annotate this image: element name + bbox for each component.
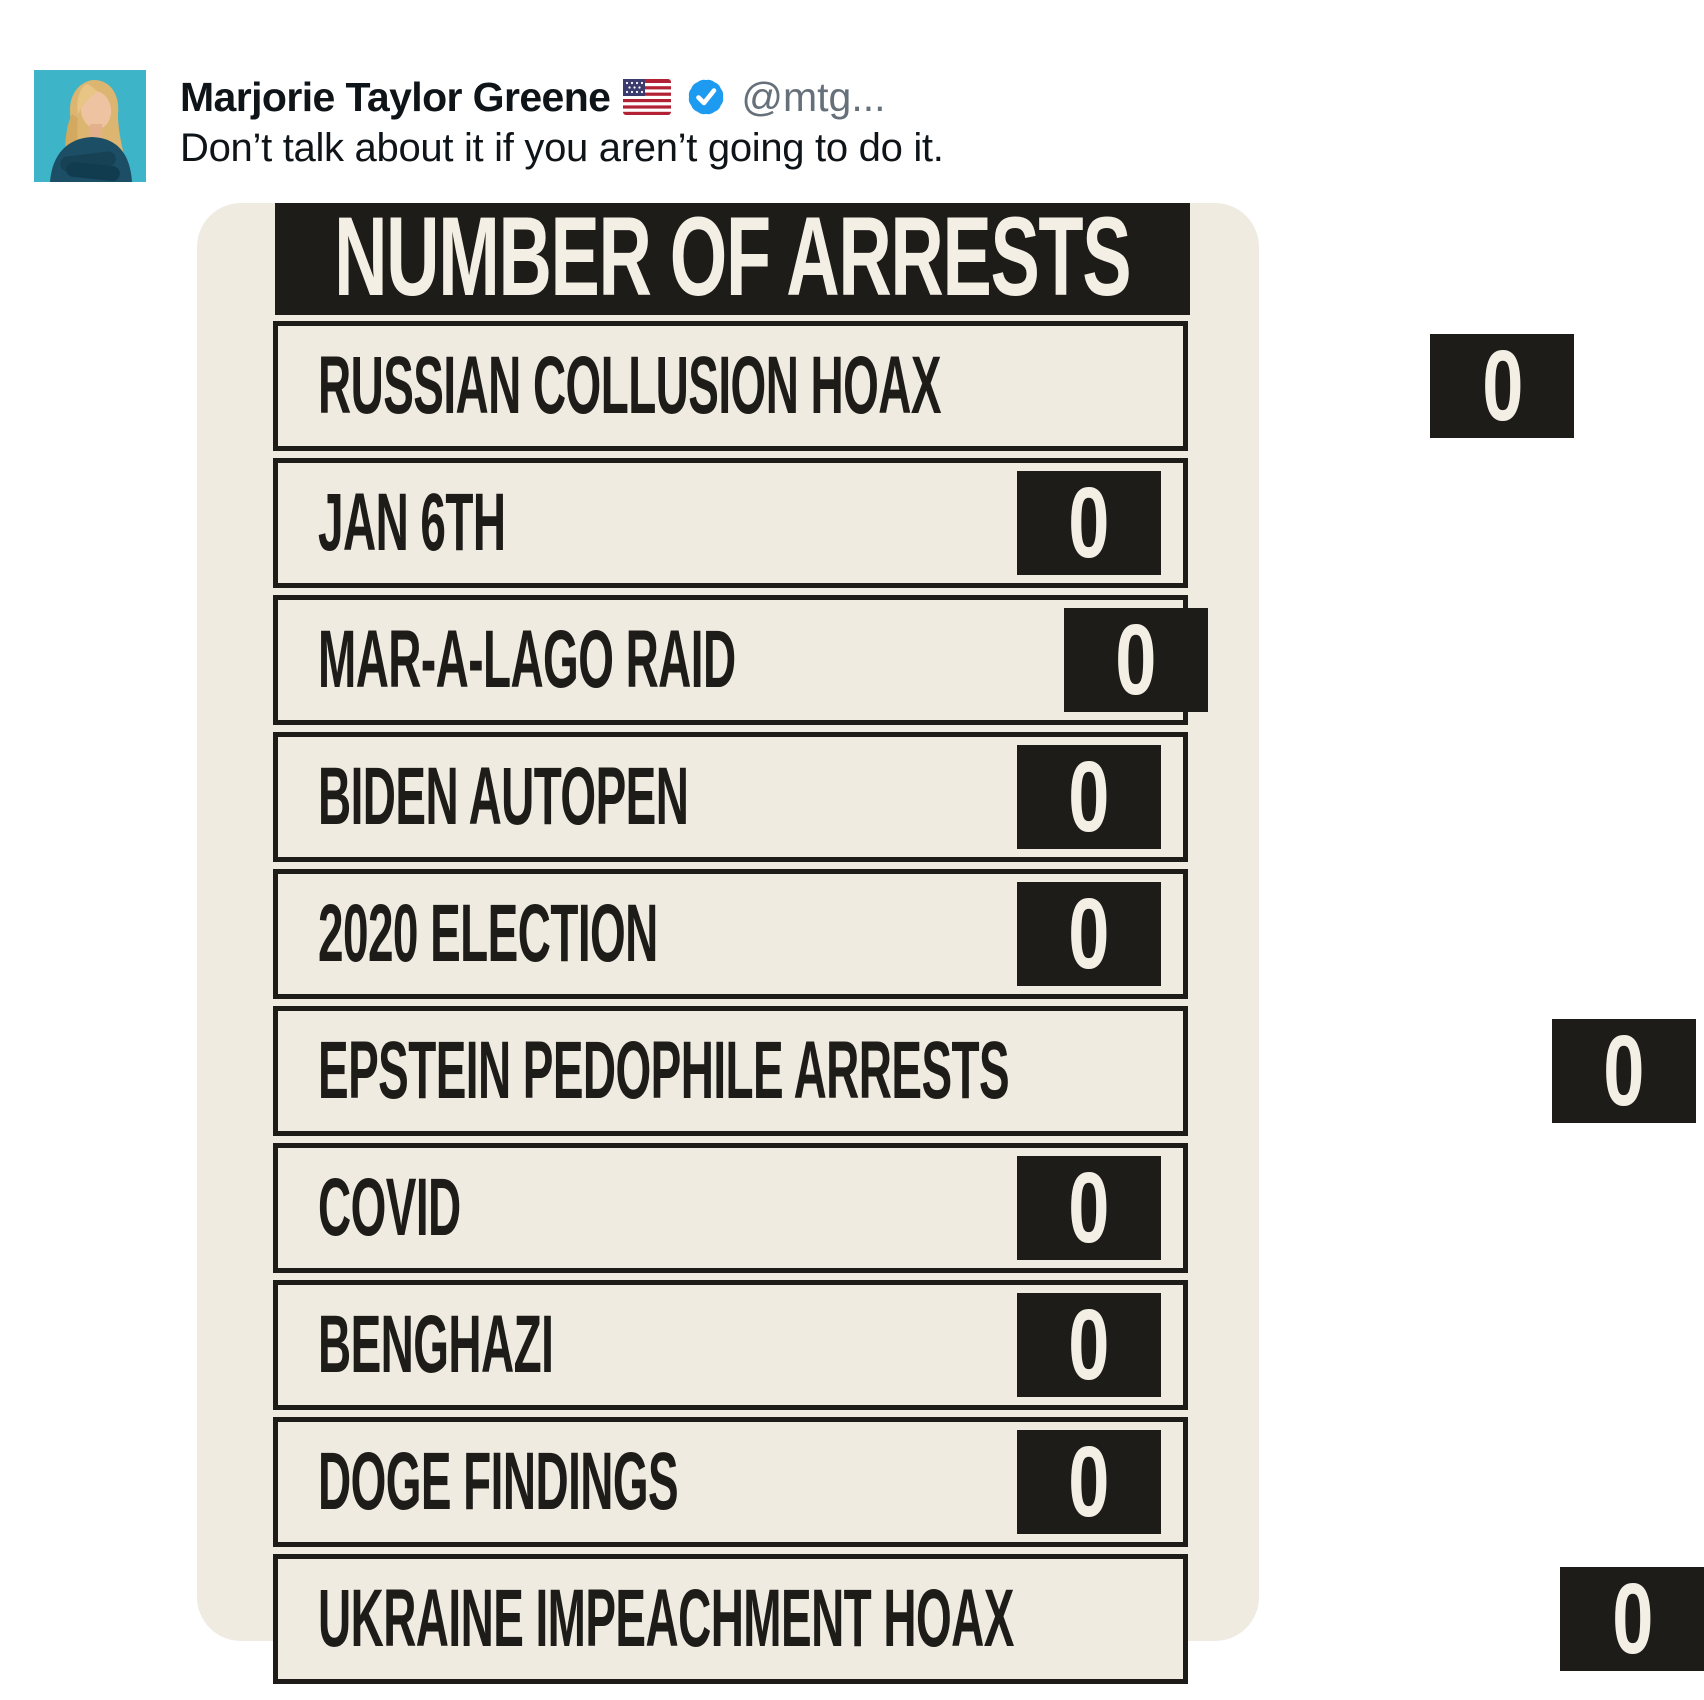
row-value-box — [1430, 330, 1574, 442]
row-value-box — [1017, 467, 1161, 579]
scoreboard-row-biden-autopen — [273, 732, 1188, 862]
us-flag-icon — [623, 79, 671, 115]
scoreboard-row-doge-findings — [273, 1417, 1188, 1547]
row-label: JAN 6TH — [318, 477, 506, 568]
scoreboard-header — [275, 194, 1190, 319]
row-value: 0 — [1481, 330, 1523, 442]
row-value-box — [1017, 878, 1161, 990]
scoreboard-row-russian-collusion — [273, 321, 1523, 451]
row-value-box — [1017, 741, 1161, 853]
row-label: RUSSIAN COLLUSION HOAX — [318, 340, 941, 431]
row-value: 0 — [1611, 1563, 1654, 1675]
scoreboard-title: NUMBER OF ARRESTS — [334, 194, 1131, 319]
tweet-text: Don’t talk about it if you aren’t going to do it. — [180, 126, 944, 170]
author-handle[interactable]: @mtg... — [741, 73, 886, 120]
row-value-box — [1552, 1015, 1696, 1127]
tweet-media-scoreboard[interactable] — [197, 194, 1654, 1675]
row-value-box — [1017, 1289, 1161, 1401]
row-value: 0 — [1068, 741, 1110, 853]
row-value-box — [1064, 604, 1208, 716]
row-value: 0 — [1068, 878, 1110, 990]
scoreboard-row-benghazi — [273, 1280, 1188, 1410]
row-label: MAR-A-LAGO RAID — [318, 614, 736, 705]
row-value-box — [1560, 1563, 1704, 1675]
row-value: 0 — [1603, 1015, 1645, 1127]
row-value-box — [1017, 1152, 1161, 1264]
row-value: 0 — [1115, 604, 1157, 716]
tweet-header-line — [180, 70, 886, 124]
scoreboard-row-covid — [273, 1143, 1188, 1273]
scoreboard-row-jan-6th — [273, 458, 1188, 588]
row-value: 0 — [1068, 1289, 1110, 1401]
row-label: 2020 ELECTION — [318, 888, 658, 979]
row-label: BENGHAZI — [318, 1299, 554, 1390]
row-value: 0 — [1068, 1426, 1110, 1538]
scoreboard-row-ukraine-impeachment — [273, 1554, 1654, 1684]
author-name[interactable]: Marjorie Taylor Greene — [180, 73, 611, 120]
scoreboard-row-epstein — [273, 1006, 1645, 1136]
row-label: EPSTEIN PEDOPHILE ARRESTS — [318, 1025, 1010, 1116]
verified-badge-icon — [684, 75, 728, 119]
row-label: COVID — [318, 1162, 461, 1253]
scoreboard-row-mar-a-lago — [273, 595, 1188, 725]
row-label: BIDEN AUTOPEN — [318, 751, 689, 842]
avatar-illustration — [34, 70, 146, 182]
row-label: UKRAINE IMPEACHMENT HOAX — [318, 1573, 1014, 1664]
avatar[interactable] — [34, 70, 146, 182]
row-value: 0 — [1068, 467, 1110, 579]
row-value-box — [1017, 1426, 1161, 1538]
row-value: 0 — [1068, 1152, 1110, 1264]
scoreboard-row-2020-election — [273, 869, 1188, 999]
row-label: DOGE FINDINGS — [318, 1436, 679, 1527]
